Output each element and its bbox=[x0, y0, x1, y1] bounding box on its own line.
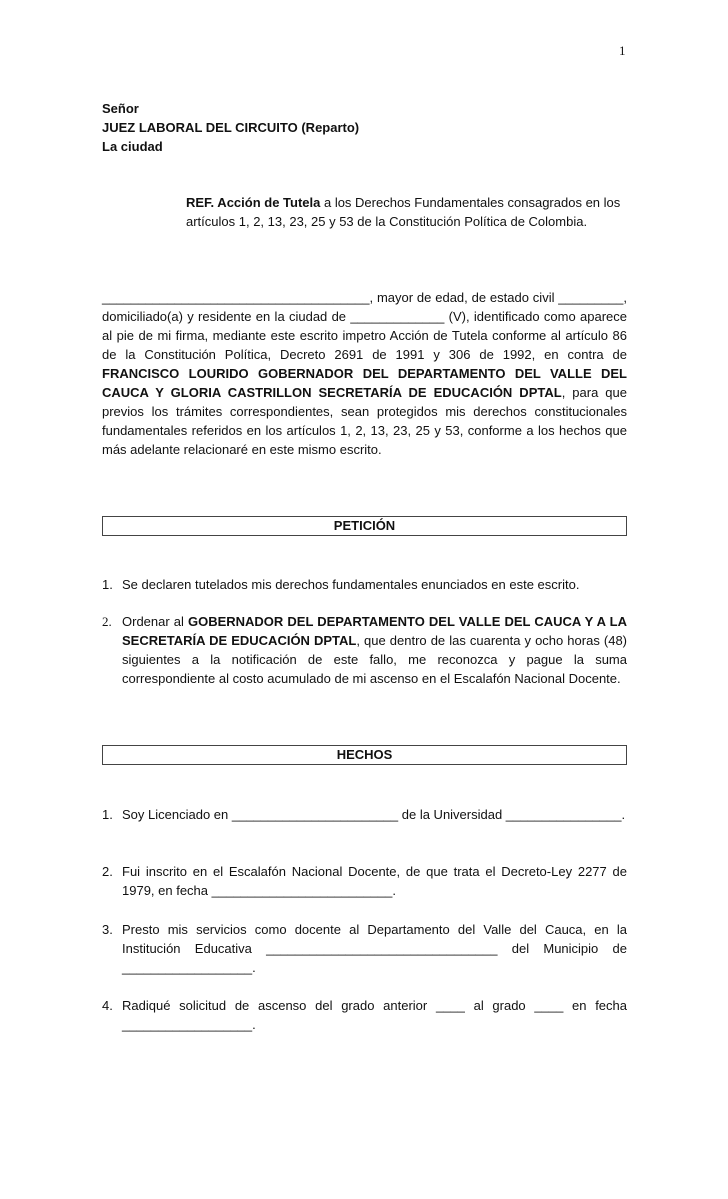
addressee-block bbox=[102, 99, 627, 156]
hechos-list-3 bbox=[102, 920, 627, 977]
reference-block bbox=[186, 193, 626, 231]
intro-paragraph bbox=[102, 288, 627, 459]
hechos-item-2 bbox=[102, 862, 627, 900]
intro-text-start: _____________________________________, mayor de edad, de estado civil _________, domiciliado(a) y residente en la ciudad de _____________ (V), identificado como aparece al pie de mi firma, mediante este escrito impetro Acción de Tutela conforme al artículo 86 de la Constitución Política, Decreto 2691 de 1991 y 306 de 1992, en contra de bbox=[102, 290, 627, 362]
hechos-item-3 bbox=[102, 920, 627, 977]
list-number: 2. bbox=[102, 614, 112, 629]
hechos-item-1 bbox=[102, 805, 627, 824]
hechos-list-1 bbox=[102, 805, 627, 824]
list-number: 1. bbox=[102, 577, 113, 592]
reference-text: a los Derechos Fundamentales consagrados en los artículos 1, 2, 13, 23, 25 y 53 de la Constitución Política de Colombia. bbox=[186, 195, 621, 229]
list-number: 1. bbox=[102, 807, 113, 822]
peticion-item-1 bbox=[102, 575, 627, 594]
peticion-list-1 bbox=[102, 575, 627, 594]
reference-title: REF. Acción de Tutela bbox=[186, 195, 321, 210]
hechos-list-2 bbox=[102, 862, 627, 900]
addressee-city: La ciudad bbox=[102, 139, 163, 154]
hechos-item-1-text: Soy Licenciado en _______________________ de la Universidad ________________. bbox=[122, 807, 626, 822]
list-number: 2. bbox=[102, 864, 113, 879]
peticion-item-2 bbox=[102, 612, 627, 688]
peticion-heading: PETICIÓN bbox=[102, 516, 627, 536]
hechos-list-4 bbox=[102, 996, 627, 1034]
page-number: 1 bbox=[619, 43, 626, 58]
hechos-item-3-text: Presto mis servicios como docente al Departamento del Valle del Cauca, en la Institución Educativa ________________________________ del Municipio de __________________. bbox=[122, 922, 627, 975]
list-number: 4. bbox=[102, 998, 113, 1013]
peticion-item-2-text-a: Ordenar al bbox=[122, 614, 188, 629]
intro-text-end: , para que previos los trámites correspondientes, sean protegidos mis derechos constitucionales fundamentales referidos en los artículos 1, 2, 13, 23, 25 y 53, conforme a los hechos que más adelante relacionaré en este mismo escrito. bbox=[102, 385, 627, 457]
peticion-item-1-text: Se declaren tutelados mis derechos fundamentales enunciados en este escrito. bbox=[122, 577, 580, 592]
list-number: 3. bbox=[102, 922, 113, 937]
peticion-list-2 bbox=[102, 612, 627, 688]
hechos-heading: HECHOS bbox=[102, 745, 627, 765]
hechos-item-2-text: Fui inscrito en el Escalafón Nacional Docente, de que trata el Decreto-Ley 2277 de 1979, en fecha _________________________. bbox=[122, 864, 627, 898]
addressee-salutation: Señor bbox=[102, 101, 139, 116]
hechos-item-4-text: Radiqué solicitud de ascenso del grado anterior ____ al grado ____ en fecha __________________. bbox=[122, 998, 627, 1032]
peticion-item-2-text-b: , que dentro de las cuarenta y ocho horas (48) siguientes a la notificación de este fallo, me reconozca y pague la suma correspondiente al costo acumulado de mi ascenso en el Escalafón Nacional Docente. bbox=[122, 633, 628, 686]
hechos-item-4 bbox=[102, 996, 627, 1034]
peticion-item-2-bold: GOBERNADOR DEL DEPARTAMENTO DEL VALLE DEL CAUCA Y A LA SECRETARÍA DE EDUCACIÓN DPTAL bbox=[122, 614, 627, 648]
intro-defendants: FRANCISCO LOURIDO GOBERNADOR DEL DEPARTAMENTO DEL VALLE DEL CAUCA Y GLORIA CASTRILLON SECRETARÍA DE EDUCACIÓN DPTAL bbox=[102, 366, 627, 400]
addressee-court: JUEZ LABORAL DEL CIRCUITO (Reparto) bbox=[102, 120, 360, 135]
